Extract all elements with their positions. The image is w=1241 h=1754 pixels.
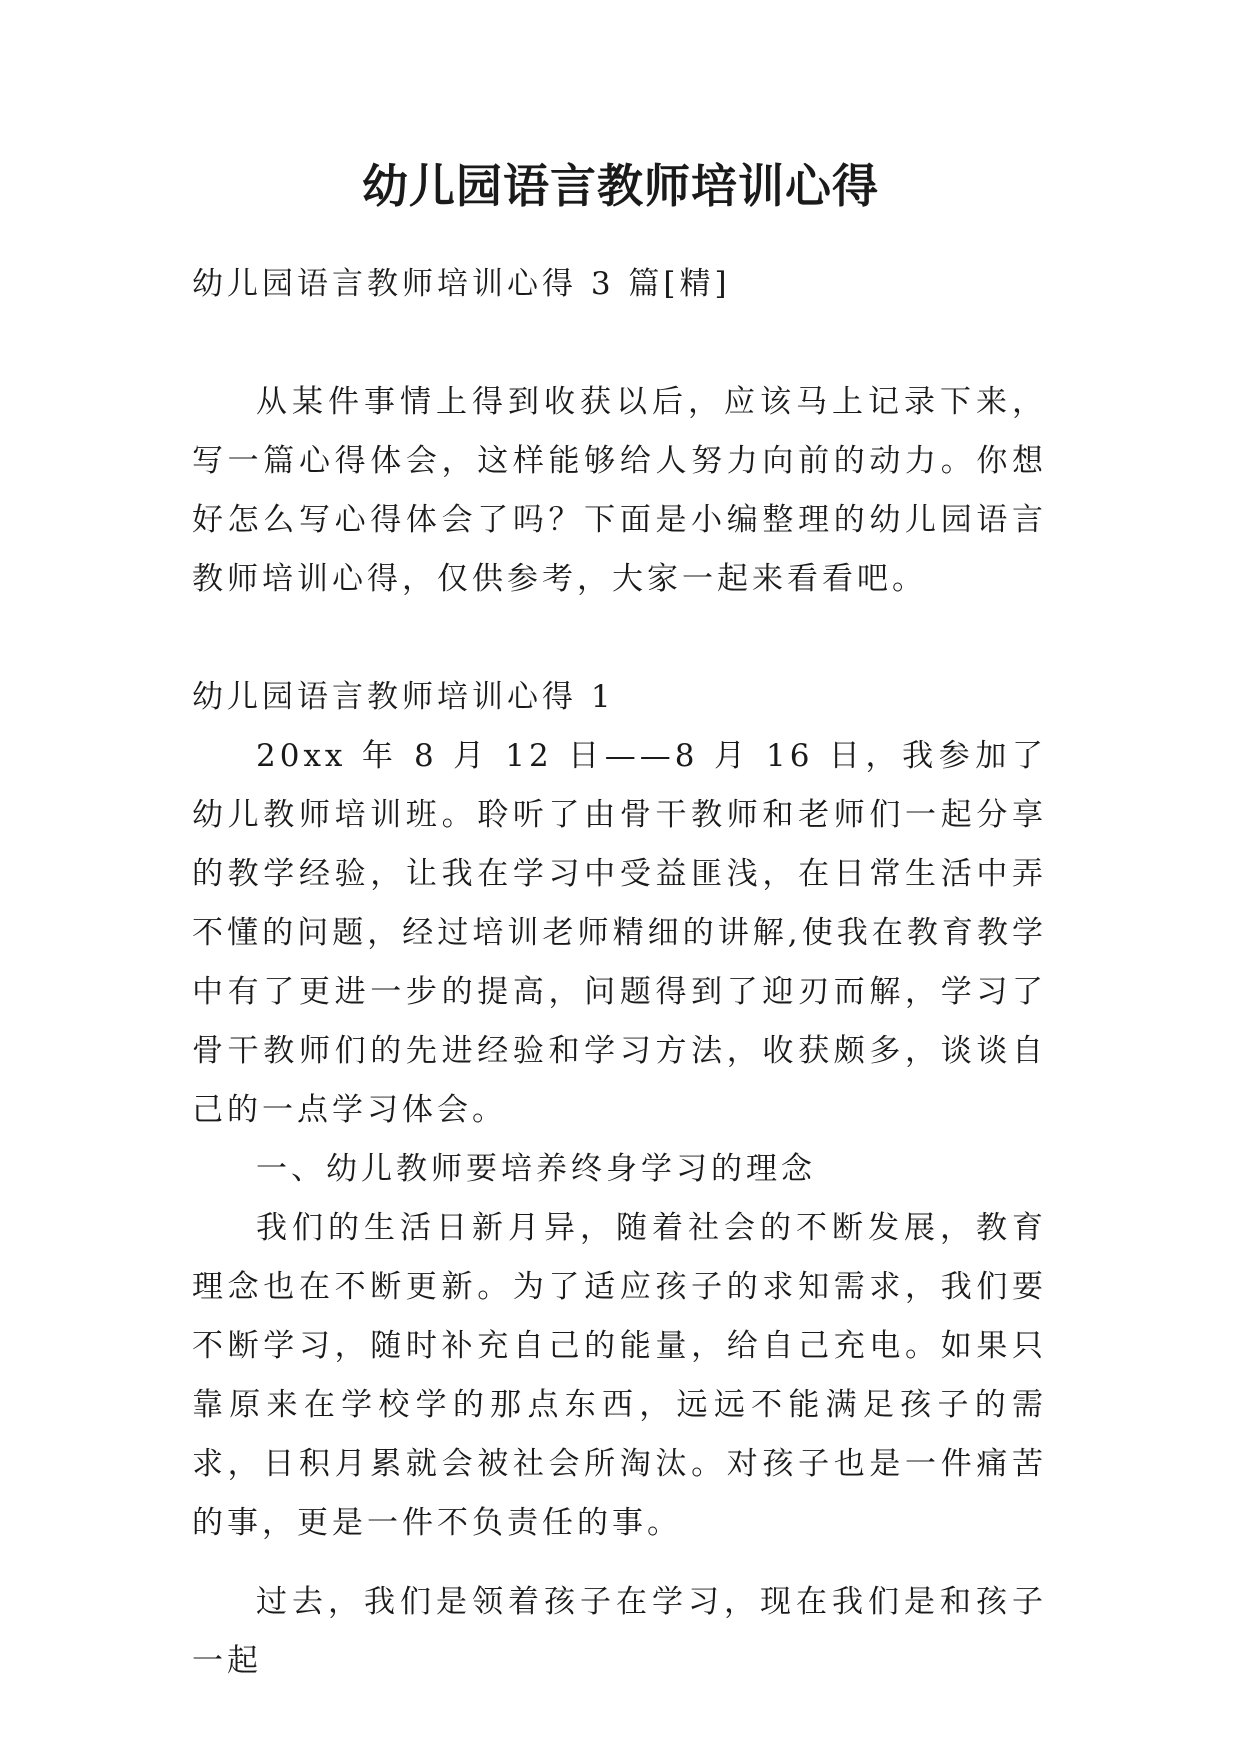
point-1-paragraph-2: 过去，我们是领着孩子在学习，现在我们是和孩子一起 [192,1584,1047,1679]
point-1-paragraph: 我们的生活日新月异，随着社会的不断发展，教育理念也在不断更新。为了适应孩子的求知需求，我们要不断学习，随时补充自己的能量，给自己充电。如果只靠原来在学校学的那点东西，远远不能满足孩子的需求，日积月累就会被社会所淘汰。对孩子也是一件痛苦的事，更是一件不负责任的事。 [192,1210,1047,1541]
section-1-paragraph: 20xx 年 8 月 12 日——8 月 16 日，我参加了幼儿教师培训班。聆听了由骨干教师和老师们一起分享的教学经验，让我在学习中受益匪浅，在日常生活中弄不懂的问题，经过培训老师精细的讲解,使我在教育教学中有了更进一步的提高，问题得到了迎刃而解，学习了骨干教师们的先进经验和学习方法，收获颇多，谈谈自己的一点学习体会。 [192,738,1047,1128]
intro-paragraph: 从某件事情上得到收获以后，应该马上记录下来，写一篇心得体会，这样能够给人努力向前的动力。你想好怎么写心得体会了吗？下面是小编整理的幼儿园语言教师培训心得，仅供参考，大家一起来看看吧。 [192,384,1047,597]
point-1-heading: 一、幼儿教师要培养终身学习的理念 [256,1151,816,1187]
document-body [192,255,1047,1691]
document-title: 幼儿园语言教师培训心得 [362,159,879,213]
section-1-title: 幼儿园语言教师培训心得 1 [192,679,615,715]
document-subtitle: 幼儿园语言教师培训心得 3 篇[精] [192,266,731,302]
